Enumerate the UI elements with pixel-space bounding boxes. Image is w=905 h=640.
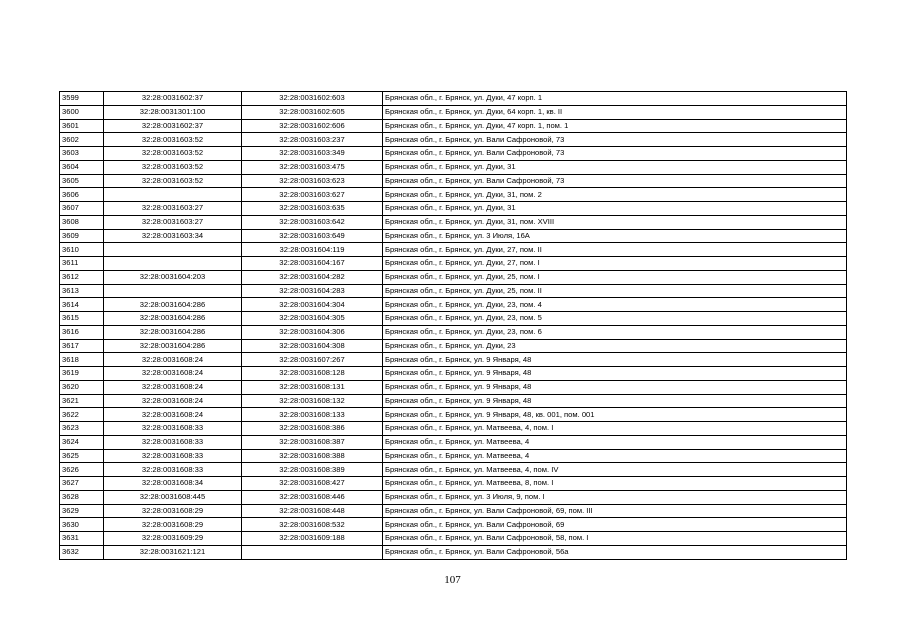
- cadastral-number-parcel-cell: 32:28:0031604:203: [104, 270, 242, 284]
- cadastral-number-parcel-cell: [104, 284, 242, 298]
- address-cell: Брянская обл., г. Брянск, ул. Вали Сафроновой, 56а: [383, 545, 847, 559]
- address-cell: Брянская обл., г. Брянск, ул. Дуки, 27, пом. II: [383, 243, 847, 257]
- cadastral-number-parcel-cell: 32:28:0031621:121: [104, 545, 242, 559]
- table-row: [60, 160, 847, 174]
- address-cell: Брянская обл., г. Брянск, ул. Дуки, 23, пом. 5: [383, 312, 847, 326]
- table-row: [60, 380, 847, 394]
- row-number-cell: 3612: [60, 270, 104, 284]
- address-cell: Брянская обл., г. Брянск, ул. Вали Сафроновой, 58, пом. I: [383, 532, 847, 546]
- cadastral-number-object-cell: 32:28:0031604:167: [242, 257, 383, 271]
- table-row: [60, 339, 847, 353]
- cadastral-number-parcel-cell: 32:28:0031604:286: [104, 312, 242, 326]
- table-body: [60, 92, 847, 560]
- cadastral-number-parcel-cell: [104, 188, 242, 202]
- table-row: [60, 119, 847, 133]
- row-number-cell: 3614: [60, 298, 104, 312]
- cadastral-number-object-cell: 32:28:0031608:386: [242, 422, 383, 436]
- row-number-cell: 3621: [60, 394, 104, 408]
- cadastral-number-parcel-cell: 32:28:0031608:29: [104, 504, 242, 518]
- address-cell: Брянская обл., г. Брянск, ул. Вали Сафроновой, 69, пом. III: [383, 504, 847, 518]
- cadastral-number-object-cell: 32:28:0031608:389: [242, 463, 383, 477]
- cadastral-number-parcel-cell: 32:28:0031608:24: [104, 380, 242, 394]
- table-row: [60, 504, 847, 518]
- cadastral-number-parcel-cell: 32:28:0031608:24: [104, 408, 242, 422]
- cadastral-number-parcel-cell: 32:28:0031608:33: [104, 449, 242, 463]
- table-row: [60, 394, 847, 408]
- cadastral-number-object-cell: 32:28:0031603:635: [242, 202, 383, 216]
- address-cell: Брянская обл., г. Брянск, ул. Дуки, 31, пом. 2: [383, 188, 847, 202]
- table-row: [60, 367, 847, 381]
- cadastral-number-parcel-cell: 32:28:0031603:34: [104, 229, 242, 243]
- cadastral-number-parcel-cell: 32:28:0031602:37: [104, 92, 242, 106]
- cadastral-number-parcel-cell: 32:28:0031608:33: [104, 463, 242, 477]
- cadastral-number-parcel-cell: 32:28:0031603:52: [104, 147, 242, 161]
- cadastral-number-parcel-cell: 32:28:0031608:445: [104, 490, 242, 504]
- cadastral-number-parcel-cell: 32:28:0031608:33: [104, 435, 242, 449]
- address-cell: Брянская обл., г. Брянск, ул. Дуки, 25, пом. II: [383, 284, 847, 298]
- address-cell: Брянская обл., г. Брянск, ул. 9 Января, 48: [383, 367, 847, 381]
- table-row: [60, 257, 847, 271]
- address-cell: Брянская обл., г. Брянск, ул. Матвеева, 8, пом. I: [383, 477, 847, 491]
- table-row: [60, 92, 847, 106]
- cadastral-number-parcel-cell: 32:28:0031604:286: [104, 339, 242, 353]
- row-number-cell: 3599: [60, 92, 104, 106]
- row-number-cell: 3620: [60, 380, 104, 394]
- address-cell: Брянская обл., г. Брянск, ул. Матвеева, 4: [383, 449, 847, 463]
- table-row: [60, 284, 847, 298]
- cadastral-number-parcel-cell: 32:28:0031301:100: [104, 105, 242, 119]
- table-row: [60, 229, 847, 243]
- cadastral-number-object-cell: 32:28:0031608:132: [242, 394, 383, 408]
- row-number-cell: 3613: [60, 284, 104, 298]
- address-cell: Брянская обл., г. Брянск, ул. 9 Января, 48: [383, 394, 847, 408]
- table-row: [60, 408, 847, 422]
- cadastral-number-parcel-cell: 32:28:0031603:52: [104, 174, 242, 188]
- cadastral-number-parcel-cell: 32:28:0031602:37: [104, 119, 242, 133]
- cadastral-number-object-cell: 32:28:0031604:282: [242, 270, 383, 284]
- row-number-cell: 3616: [60, 325, 104, 339]
- table-row: [60, 518, 847, 532]
- address-cell: Брянская обл., г. Брянск, ул. 9 Января, 48: [383, 353, 847, 367]
- table-row: [60, 202, 847, 216]
- row-number-cell: 3625: [60, 449, 104, 463]
- address-cell: Брянская обл., г. Брянск, ул. Матвеева, 4: [383, 435, 847, 449]
- address-cell: Брянская обл., г. Брянск, ул. Дуки, 23: [383, 339, 847, 353]
- table-row: [60, 353, 847, 367]
- row-number-cell: 3618: [60, 353, 104, 367]
- cadastral-number-object-cell: 32:28:0031603:642: [242, 215, 383, 229]
- cadastral-number-parcel-cell: 32:28:0031608:24: [104, 394, 242, 408]
- cadastral-number-object-cell: 32:28:0031603:649: [242, 229, 383, 243]
- address-cell: Брянская обл., г. Брянск, ул. Дуки, 47 корп. 1: [383, 92, 847, 106]
- cadastral-number-object-cell: [242, 545, 383, 559]
- cadastral-number-object-cell: 32:28:0031607:267: [242, 353, 383, 367]
- cadastral-number-object-cell: 32:28:0031604:119: [242, 243, 383, 257]
- cadastral-number-parcel-cell: 32:28:0031603:27: [104, 215, 242, 229]
- table-row: [60, 270, 847, 284]
- row-number-cell: 3619: [60, 367, 104, 381]
- table-row: [60, 188, 847, 202]
- cadastral-number-parcel-cell: 32:28:0031608:34: [104, 477, 242, 491]
- address-cell: Брянская обл., г. Брянск, ул. Дуки, 23, пом. 6: [383, 325, 847, 339]
- page-number: 107: [444, 574, 461, 586]
- row-number-cell: 3626: [60, 463, 104, 477]
- table-row: [60, 174, 847, 188]
- table-row: [60, 449, 847, 463]
- cadastral-number-parcel-cell: 32:28:0031608:33: [104, 422, 242, 436]
- row-number-cell: 3627: [60, 477, 104, 491]
- address-cell: Брянская обл., г. Брянск, ул. Вали Сафроновой, 69: [383, 518, 847, 532]
- table-row: [60, 312, 847, 326]
- address-cell: Брянская обл., г. Брянск, ул. Дуки, 25, пом. I: [383, 270, 847, 284]
- cadastral-number-parcel-cell: [104, 257, 242, 271]
- table-row: [60, 298, 847, 312]
- row-number-cell: 3610: [60, 243, 104, 257]
- row-number-cell: 3622: [60, 408, 104, 422]
- row-number-cell: 3617: [60, 339, 104, 353]
- table-row: [60, 490, 847, 504]
- cadastral-number-object-cell: 32:28:0031608:427: [242, 477, 383, 491]
- address-cell: Брянская обл., г. Брянск, ул. Вали Сафроновой, 73: [383, 174, 847, 188]
- table-row: [60, 532, 847, 546]
- address-cell: Брянская обл., г. Брянск, ул. Дуки, 23, пом. 4: [383, 298, 847, 312]
- address-cell: Брянская обл., г. Брянск, ул. Дуки, 31, пом. XVIII: [383, 215, 847, 229]
- row-number-cell: 3609: [60, 229, 104, 243]
- row-number-cell: 3623: [60, 422, 104, 436]
- table-row: [60, 435, 847, 449]
- cadastral-number-object-cell: 32:28:0031602:606: [242, 119, 383, 133]
- row-number-cell: 3629: [60, 504, 104, 518]
- cadastral-number-object-cell: 32:28:0031604:305: [242, 312, 383, 326]
- table-row: [60, 215, 847, 229]
- cadastral-number-object-cell: 32:28:0031604:306: [242, 325, 383, 339]
- cadastral-register-table: [59, 91, 847, 560]
- address-cell: Брянская обл., г. Брянск, ул. Вали Сафроновой, 73: [383, 133, 847, 147]
- row-number-cell: 3624: [60, 435, 104, 449]
- cadastral-number-object-cell: 32:28:0031603:349: [242, 147, 383, 161]
- row-number-cell: 3611: [60, 257, 104, 271]
- cadastral-number-object-cell: 32:28:0031608:448: [242, 504, 383, 518]
- table-row: [60, 133, 847, 147]
- address-cell: Брянская обл., г. Брянск, ул. Дуки, 27, пом. I: [383, 257, 847, 271]
- address-cell: Брянская обл., г. Брянск, ул. Вали Сафроновой, 73: [383, 147, 847, 161]
- cadastral-number-object-cell: 32:28:0031602:603: [242, 92, 383, 106]
- row-number-cell: 3601: [60, 119, 104, 133]
- table-row: [60, 325, 847, 339]
- cadastral-number-parcel-cell: 32:28:0031603:52: [104, 160, 242, 174]
- address-cell: Брянская обл., г. Брянск, ул. Матвеева, 4, пом. I: [383, 422, 847, 436]
- cadastral-number-object-cell: 32:28:0031603:237: [242, 133, 383, 147]
- cadastral-number-object-cell: 32:28:0031602:605: [242, 105, 383, 119]
- row-number-cell: 3628: [60, 490, 104, 504]
- address-cell: Брянская обл., г. Брянск, ул. Дуки, 31: [383, 160, 847, 174]
- cadastral-number-object-cell: 32:28:0031608:532: [242, 518, 383, 532]
- cadastral-number-object-cell: 32:28:0031608:387: [242, 435, 383, 449]
- cadastral-number-parcel-cell: 32:28:0031608:29: [104, 518, 242, 532]
- address-cell: Брянская обл., г. Брянск, ул. 9 Января, 48, кв. 001, пом. 001: [383, 408, 847, 422]
- row-number-cell: 3632: [60, 545, 104, 559]
- address-cell: Брянская обл., г. Брянск, ул. Матвеева, 4, пом. IV: [383, 463, 847, 477]
- cadastral-number-object-cell: 32:28:0031608:133: [242, 408, 383, 422]
- row-number-cell: 3607: [60, 202, 104, 216]
- cadastral-number-object-cell: 32:28:0031603:623: [242, 174, 383, 188]
- row-number-cell: 3600: [60, 105, 104, 119]
- address-cell: Брянская обл., г. Брянск, ул. Дуки, 31: [383, 202, 847, 216]
- table-row: [60, 105, 847, 119]
- cadastral-number-parcel-cell: 32:28:0031603:27: [104, 202, 242, 216]
- address-cell: Брянская обл., г. Брянск, ул. 3 Июля, 16А: [383, 229, 847, 243]
- address-cell: Брянская обл., г. Брянск, ул. 3 Июля, 9, пом. I: [383, 490, 847, 504]
- row-number-cell: 3631: [60, 532, 104, 546]
- address-cell: Брянская обл., г. Брянск, ул. Дуки, 64 корп. 1, кв. II: [383, 105, 847, 119]
- row-number-cell: 3630: [60, 518, 104, 532]
- cadastral-number-parcel-cell: 32:28:0031608:24: [104, 367, 242, 381]
- row-number-cell: 3605: [60, 174, 104, 188]
- table-row: [60, 545, 847, 559]
- address-cell: Брянская обл., г. Брянск, ул. Дуки, 47 корп. 1, пом. 1: [383, 119, 847, 133]
- cadastral-number-parcel-cell: 32:28:0031609:29: [104, 532, 242, 546]
- cadastral-number-parcel-cell: [104, 243, 242, 257]
- cadastral-number-object-cell: 32:28:0031604:308: [242, 339, 383, 353]
- cadastral-number-object-cell: 32:28:0031608:128: [242, 367, 383, 381]
- row-number-cell: 3604: [60, 160, 104, 174]
- cadastral-number-object-cell: 32:28:0031604:283: [242, 284, 383, 298]
- table-row: [60, 422, 847, 436]
- cadastral-number-parcel-cell: 32:28:0031603:52: [104, 133, 242, 147]
- row-number-cell: 3602: [60, 133, 104, 147]
- cadastral-number-object-cell: 32:28:0031603:475: [242, 160, 383, 174]
- cadastral-number-object-cell: 32:28:0031608:446: [242, 490, 383, 504]
- table-row: [60, 477, 847, 491]
- cadastral-number-object-cell: 32:28:0031609:188: [242, 532, 383, 546]
- row-number-cell: 3615: [60, 312, 104, 326]
- cadastral-number-parcel-cell: 32:28:0031608:24: [104, 353, 242, 367]
- cadastral-number-object-cell: 32:28:0031608:131: [242, 380, 383, 394]
- cadastral-number-parcel-cell: 32:28:0031604:286: [104, 298, 242, 312]
- row-number-cell: 3608: [60, 215, 104, 229]
- table-row: [60, 147, 847, 161]
- row-number-cell: 3606: [60, 188, 104, 202]
- address-cell: Брянская обл., г. Брянск, ул. 9 Января, 48: [383, 380, 847, 394]
- cadastral-number-parcel-cell: 32:28:0031604:286: [104, 325, 242, 339]
- cadastral-number-object-cell: 32:28:0031608:388: [242, 449, 383, 463]
- table-row: [60, 243, 847, 257]
- cadastral-number-object-cell: 32:28:0031604:304: [242, 298, 383, 312]
- cadastral-number-object-cell: 32:28:0031603:627: [242, 188, 383, 202]
- table-row: [60, 463, 847, 477]
- row-number-cell: 3603: [60, 147, 104, 161]
